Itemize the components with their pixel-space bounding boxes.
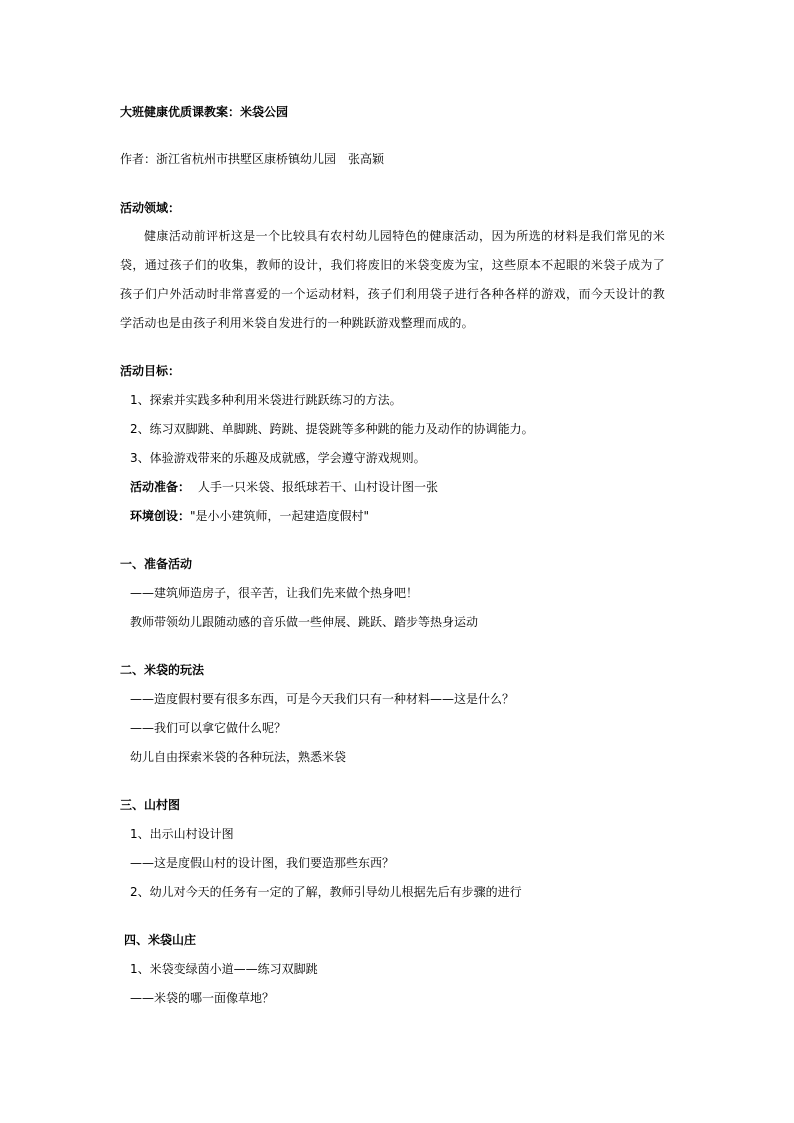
goal-item-1: 1、探索并实践多种利用米袋进行跳跃练习的方法。 [130,393,402,407]
part3-line-1: 1、出示山村设计图 [130,827,234,841]
field-heading: 活动领域： [120,201,181,215]
env-text: "是小小建筑师，一起建造度假村" [190,509,370,523]
part4-line-2: ——米袋的哪一面像草地？ [130,991,275,1005]
goal-item-2: 2、练习双脚跳、单脚跳、跨跳、提袋跳等多种跳的能力及动作的协调能力。 [130,422,534,436]
part3-line-3: 2、幼儿对今天的任务有一定的了解，教师引导幼儿根据先后有步骤的进行 [130,885,522,899]
part2-line-1: ——造度假村要有很多东西，可是今天我们只有一种材料——这是什么？ [130,692,515,706]
part1-line-2: 教师带领幼儿跟随动感的音乐做一些伸展、跳跃、踏步等热身运动 [130,615,479,629]
part3-line-2: ——这是度假山村的设计图，我们要造那些东西？ [130,856,395,870]
env-label: 环境创设： [130,509,191,523]
env-line [130,508,369,524]
document-title: 大班健康优质课教案：米袋公园 [120,105,289,119]
part2-heading: 二、米袋的玩法 [120,663,205,677]
part1-line-1: ——建筑师造房子，很辛苦，让我们先来做个热身吧！ [130,586,419,600]
goals-heading: 活动目标： [120,364,181,378]
part4-line-1: 1、米袋变绿茵小道——练习双脚跳 [130,962,318,976]
field-paragraph: 健康活动前评析这是一个比较具有农村幼儿园特色的健康活动，因为所选的材料是我们常见的米袋，通过孩子们的收集，教师的设计，我们将废旧的米袋变废为宝，这些原本不起眼的米袋子成为了孩子们户外活动时非常喜爱的一个运动材料，孩子们利用袋子进行各种各样的游戏，而今天设计的教学活动也是由孩子利用米袋自发进行的一种跳跃游戏整理而成的。 [120,229,665,330]
part3-heading: 三、山村图 [120,798,181,812]
goal-item-3: 3、体验游戏带来的乐趣及成就感，学会遵守游戏规则。 [130,451,426,465]
prep-text: 人手一只米袋、报纸球若干、山村设计图一张 [198,480,439,494]
prep-label: 活动准备： [130,480,191,494]
prep-line [130,479,438,495]
author-line: 作者：浙江省杭州市拱墅区康桥镇幼儿园 张高颖 [120,152,385,166]
part4-heading: 四、米袋山庄 [124,933,197,947]
part1-heading: 一、准备活动 [120,557,193,571]
part2-line-3: 幼儿自由探索米袋的各种玩法，熟悉米袋 [130,750,347,764]
part2-line-2: ——我们可以拿它做什么呢？ [130,721,287,735]
